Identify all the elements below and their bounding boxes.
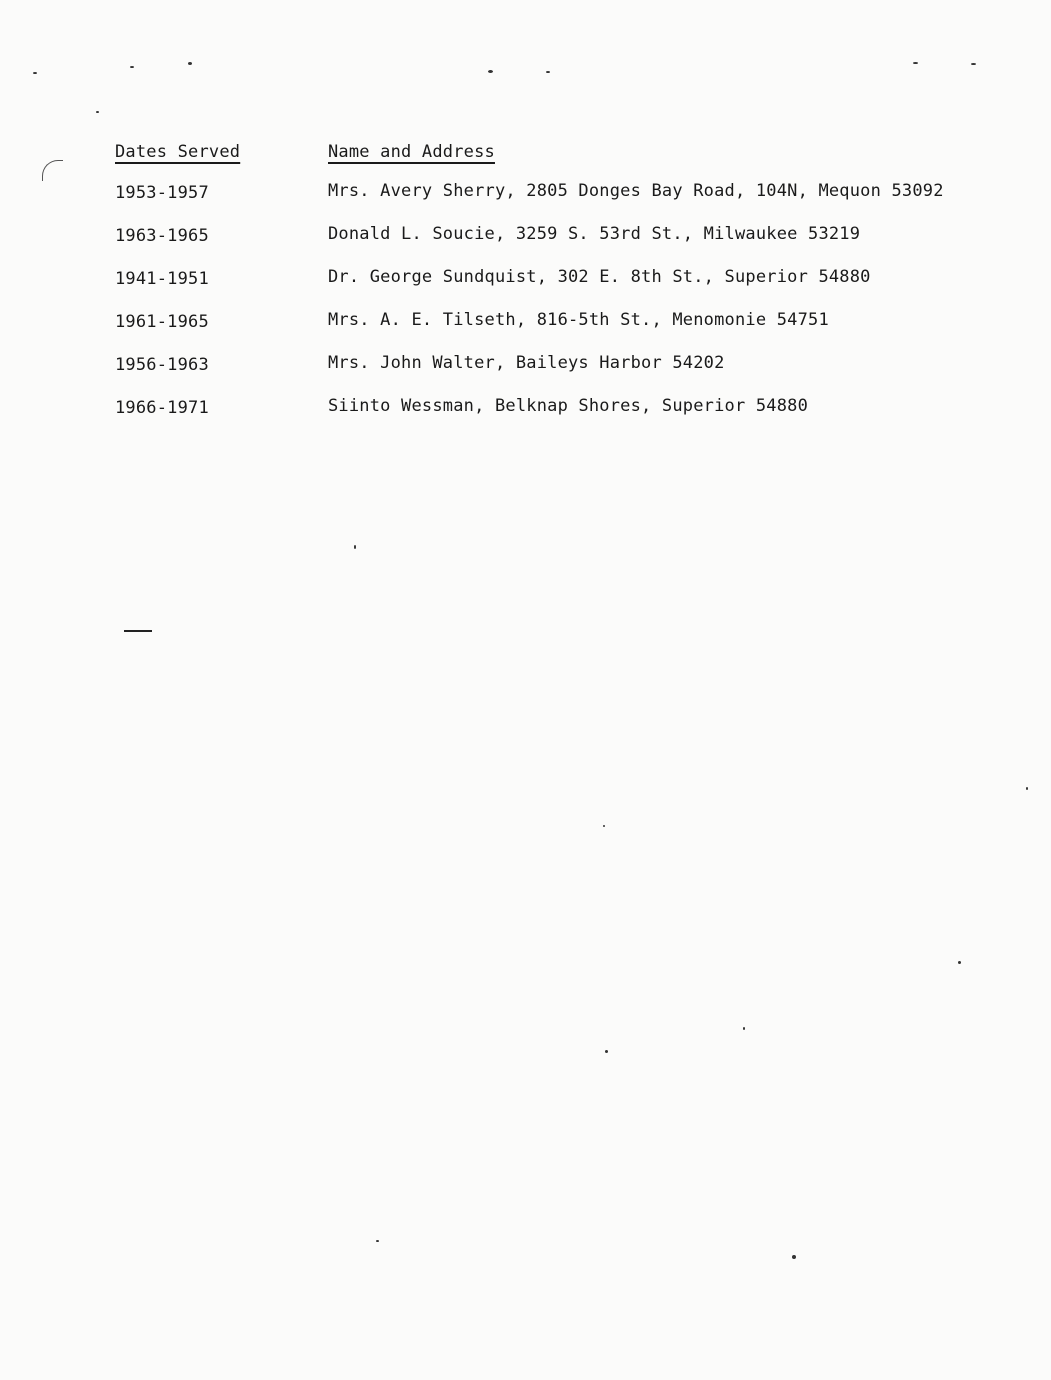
- list-item: [0, 226, 1051, 269]
- name-and-address: Mrs. Avery Sherry, 2805 Donges Bay Road, 104N, Mequon 53092: [328, 181, 944, 201]
- scan-speck: [546, 71, 550, 73]
- list-item: [0, 183, 1051, 226]
- scan-speck: [605, 1050, 608, 1053]
- name-and-address-header: Name and Address: [328, 142, 495, 162]
- list-item: [0, 355, 1051, 398]
- list-item: [0, 312, 1051, 355]
- scan-speck: [33, 72, 37, 74]
- scan-speck: [958, 961, 961, 964]
- name-and-address: Mrs. John Walter, Baileys Harbor 54202: [328, 353, 725, 373]
- scan-speck: [488, 70, 493, 73]
- dates-served: 1966-1971: [115, 398, 209, 418]
- scan-speck: [913, 62, 918, 64]
- dates-served: 1953-1957: [115, 183, 209, 203]
- scan-speck: [376, 1240, 379, 1242]
- scan-speck: [130, 66, 134, 68]
- name-and-address: Mrs. A. E. Tilseth, 816-5th St., Menomonie 54751: [328, 310, 829, 330]
- scan-speck: [1026, 787, 1028, 790]
- dates-served: 1961-1965: [115, 312, 209, 332]
- members-list: [0, 183, 1051, 441]
- name-and-address: Dr. George Sundquist, 302 E. 8th St., Superior 54880: [328, 267, 871, 287]
- dates-served: 1963-1965: [115, 226, 209, 246]
- name-and-address: Siinto Wessman, Belknap Shores, Superior 54880: [328, 396, 809, 416]
- scan-speck: [971, 63, 976, 65]
- dates-served: 1956-1963: [115, 355, 209, 375]
- list-item: [0, 269, 1051, 312]
- scan-speck: [743, 1027, 745, 1030]
- scan-mark: [42, 160, 63, 181]
- scan-speck: [96, 111, 99, 113]
- dates-served-header: Dates Served: [115, 142, 241, 162]
- scan-speck: [603, 825, 605, 827]
- list-item: [0, 398, 1051, 441]
- dates-served: 1941-1951: [115, 269, 209, 289]
- name-and-address: Donald L. Soucie, 3259 S. 53rd St., Milwaukee 53219: [328, 224, 861, 244]
- scan-speck: [792, 1255, 796, 1259]
- scan-mark: [124, 630, 152, 632]
- scan-speck: [354, 545, 356, 549]
- scan-speck: [188, 62, 192, 65]
